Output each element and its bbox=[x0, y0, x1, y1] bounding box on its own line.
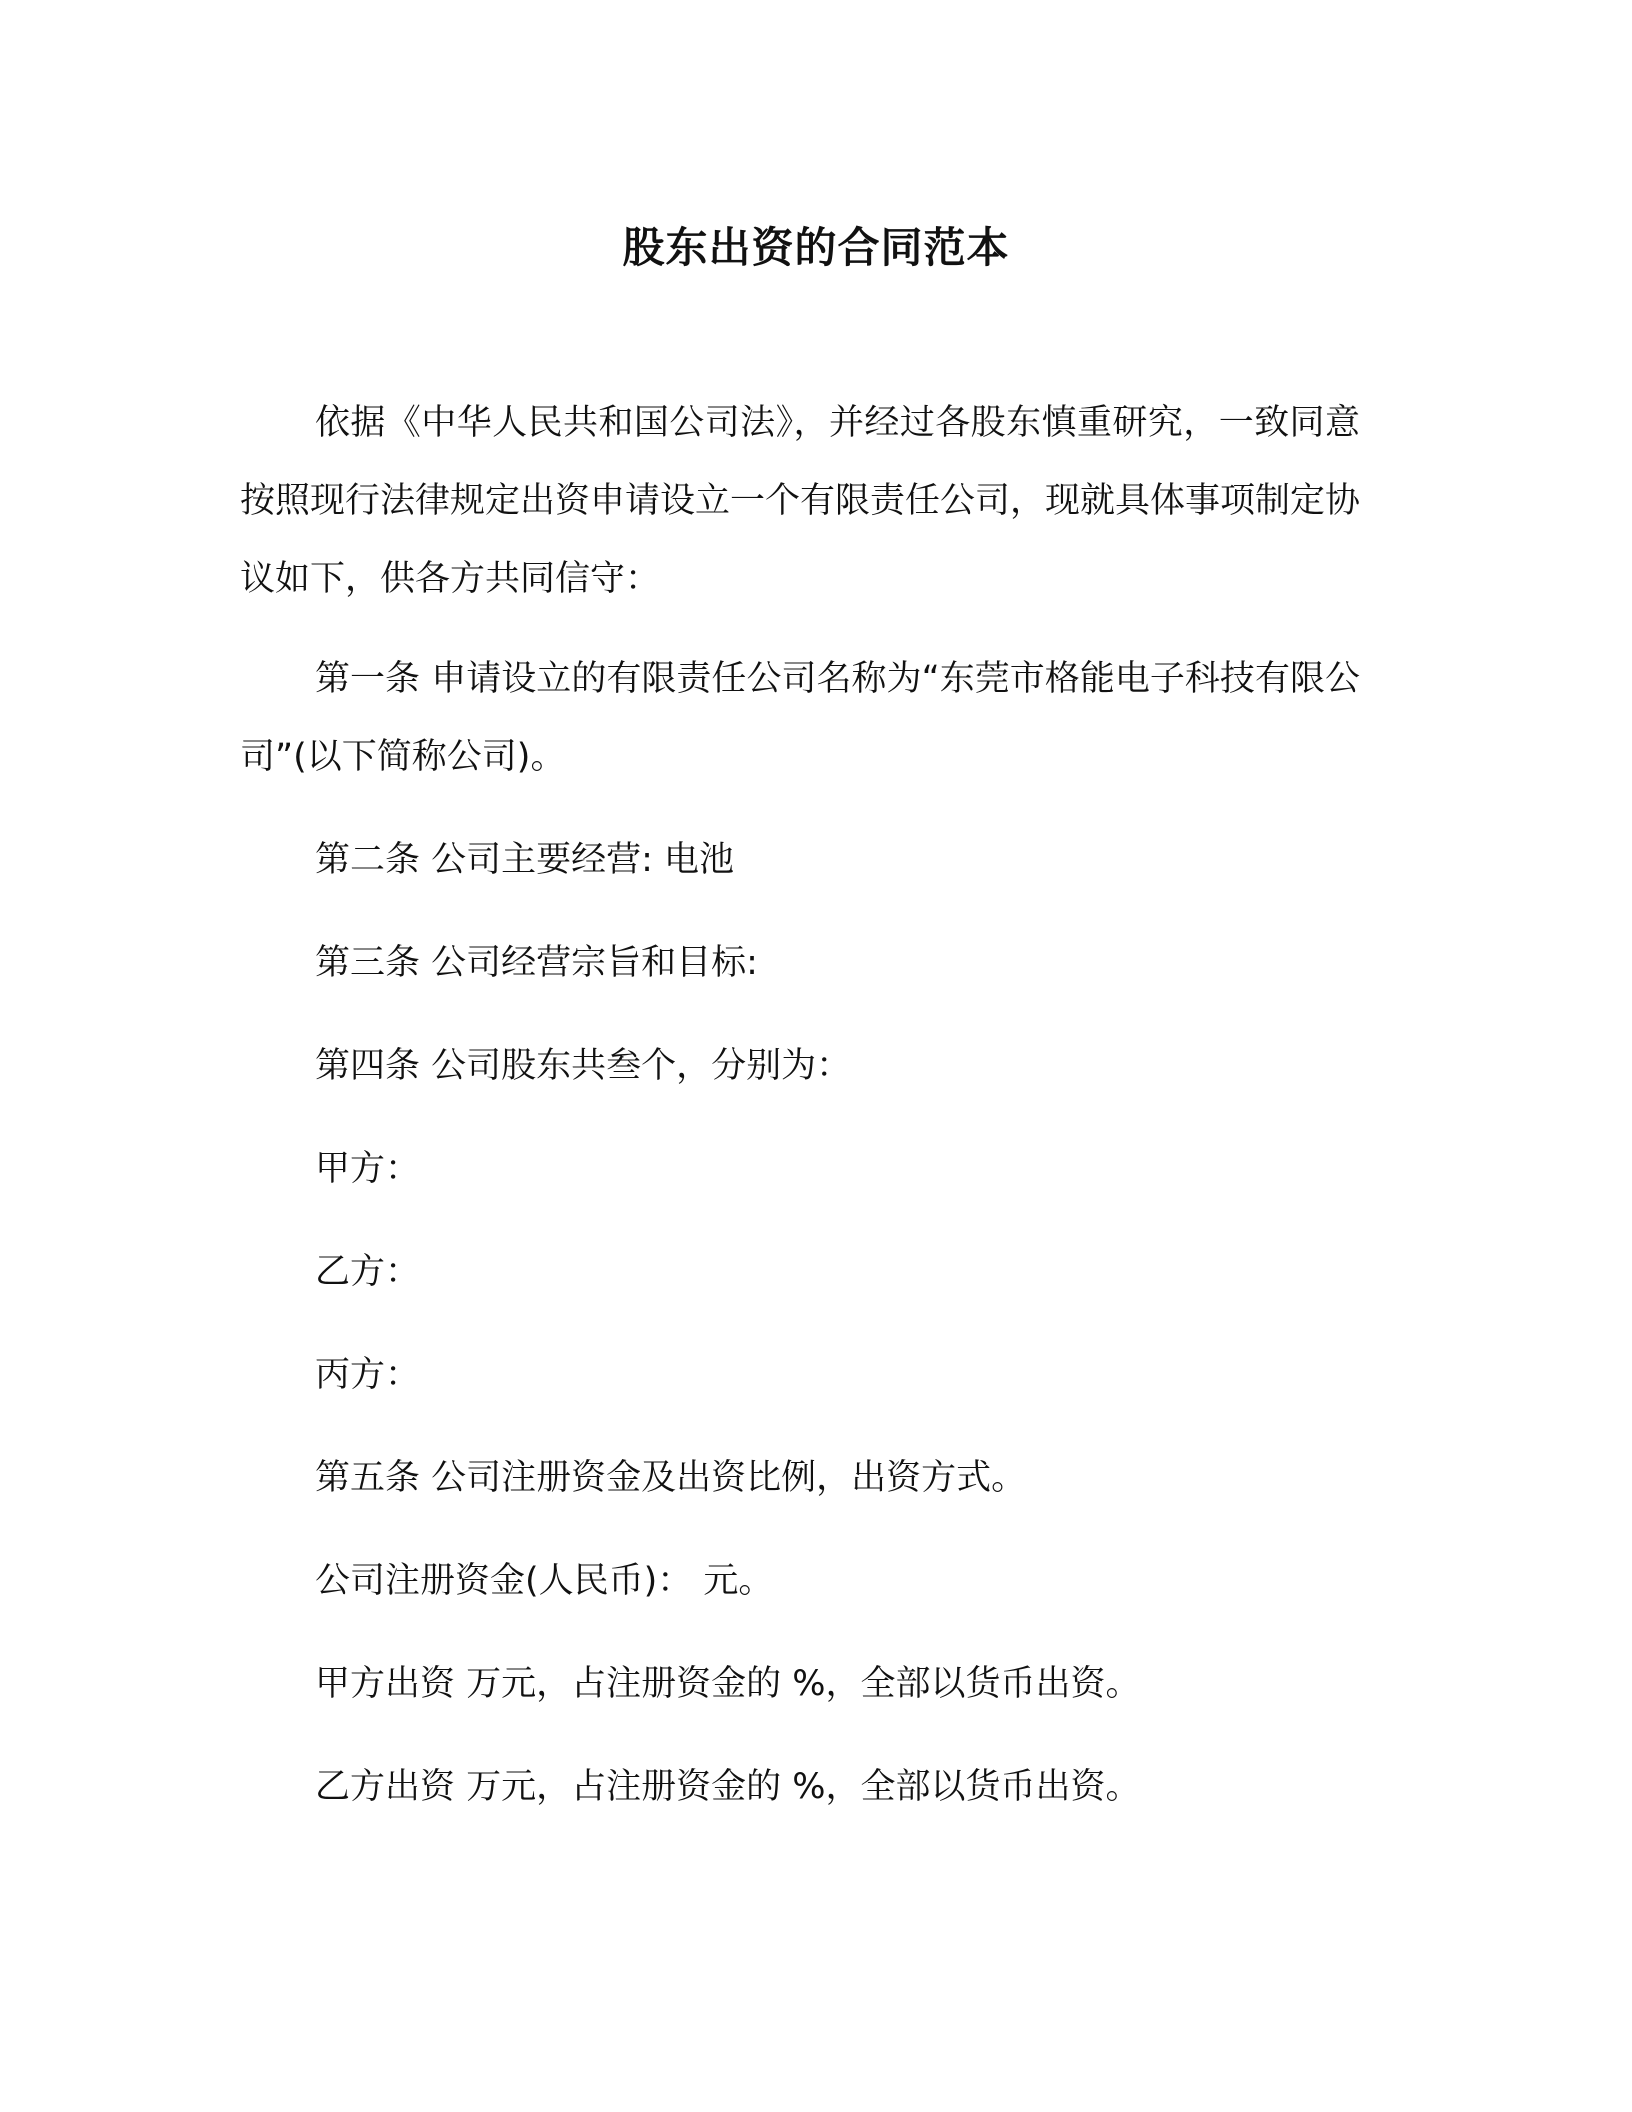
article-4-line: 第四条 公司股东共叁个，分别为： bbox=[315, 1046, 852, 1086]
party-a-contribution-line: 甲方出资 万元，占注册资金的 %，全部以货币出资。 bbox=[315, 1664, 1141, 1704]
article-5-line: 第五条 公司注册资金及出资比例，出资方式。 bbox=[315, 1458, 1027, 1498]
article-3-line: 第三条 公司经营宗旨和目标: bbox=[315, 943, 758, 983]
party-c-line: 丙方： bbox=[315, 1355, 421, 1395]
party-b-contribution-line: 乙方出资 万元，占注册资金的 %，全部以货币出资。 bbox=[315, 1767, 1141, 1807]
article-1-paragraph: 第一条 申请设立的有限责任公司名称为“东莞市格能电子科技有限公司”(以下简称公司)。 bbox=[240, 659, 1360, 777]
registered-capital-line: 公司注册资金(人民币)： 元。 bbox=[315, 1561, 774, 1601]
party-b-line: 乙方： bbox=[315, 1252, 421, 1292]
party-a-line: 甲方： bbox=[315, 1149, 421, 1189]
article-2-line: 第二条 公司主要经营: 电池 bbox=[315, 840, 735, 880]
intro-paragraph: 依据《中华人民共和国公司法》，并经过各股东慎重研究，一致同意按照现行法律规定出资申请设立一个有限责任公司，现就具体事项制定协议如下，供各方共同信守： bbox=[240, 403, 1361, 599]
document-title: 股东出资的合同范本 bbox=[622, 223, 1010, 272]
